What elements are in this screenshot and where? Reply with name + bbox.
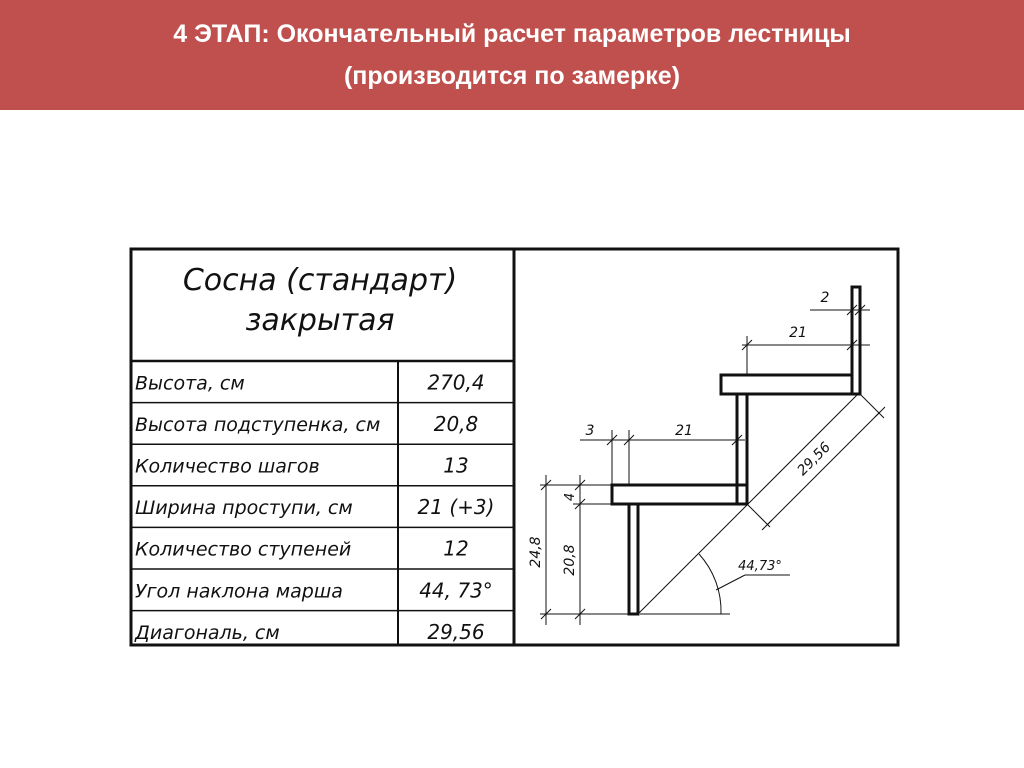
spec-table xyxy=(131,263,514,645)
table-row-label: Высота подступенка, см xyxy=(135,413,381,436)
dim-4-label: 4 xyxy=(563,492,578,502)
diagonal-tick-1 xyxy=(762,520,772,530)
table-row-value: 44, 73° xyxy=(419,578,493,603)
table-row-label: Количество шагов xyxy=(135,455,320,478)
table-row-label: Ширина проступи, см xyxy=(135,497,353,520)
table-row-value: 20,8 xyxy=(433,411,479,436)
bottom-riser xyxy=(629,504,638,614)
dim-top-21-label: 21 xyxy=(789,325,807,341)
dim-21-label: 21 xyxy=(675,423,693,439)
table-subtitle: закрытая xyxy=(245,303,395,338)
upper-tread xyxy=(721,375,852,394)
table-row-value: 29,56 xyxy=(427,619,485,644)
table-title: Сосна (стандарт) xyxy=(182,263,458,298)
diagonal-tick-2 xyxy=(875,407,885,417)
dim-diagonal-label: 29,56 xyxy=(794,439,835,480)
table-row-label: Диагональ, см xyxy=(135,621,280,644)
table-row-label: Количество ступеней xyxy=(135,538,352,561)
stair-drawing xyxy=(540,287,885,625)
table-row-value: 270,4 xyxy=(427,370,485,395)
table-row-value: 21 (+3) xyxy=(417,495,495,520)
diagonal-extension-1 xyxy=(747,504,770,527)
angle-arc xyxy=(699,554,721,614)
table-row-value: 13 xyxy=(443,453,469,478)
dim-248-label: 24,8 xyxy=(528,536,544,568)
dim-3-label: 3 xyxy=(585,423,595,439)
table-row-label: Высота, см xyxy=(135,372,245,395)
table-row-label: Угол наклона марша xyxy=(135,580,343,603)
slide-subtitle: (производится по замерке) xyxy=(343,62,681,90)
slide-title: 4 ЭТАП: Окончательный расчет параметров лестницы xyxy=(173,20,851,48)
dim-angle-label: 44,73° xyxy=(738,559,782,574)
table-row-value: 12 xyxy=(443,536,469,561)
diagonal-extension-2 xyxy=(860,394,884,418)
dim-2-label: 2 xyxy=(820,290,830,306)
angle-leader xyxy=(716,575,745,590)
dim-208-label: 20,8 xyxy=(562,544,578,576)
lower-tread xyxy=(612,485,747,504)
